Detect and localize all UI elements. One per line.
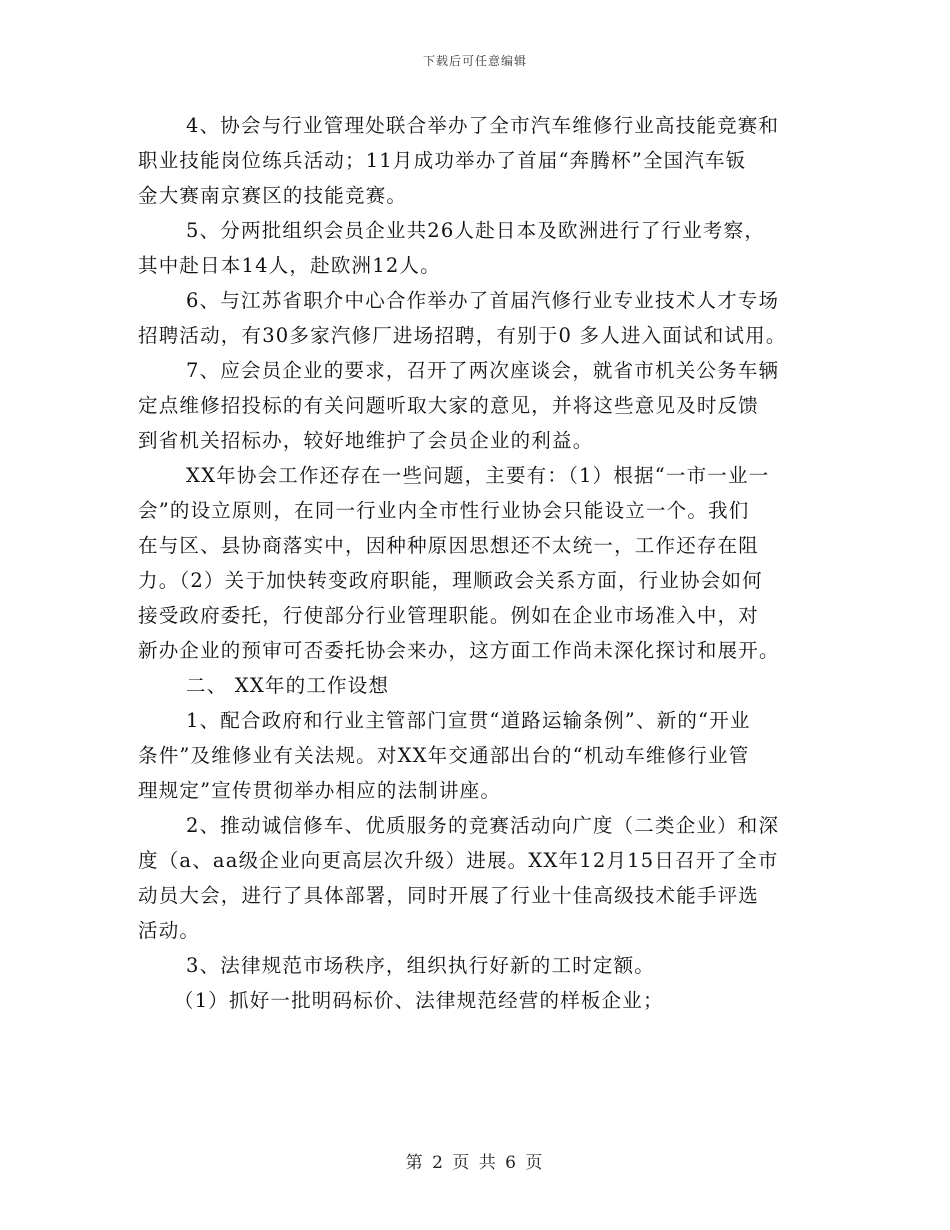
paragraph-line: 7、应会员企业的要求，召开了两次座谈会，就省市机关公务车辆 — [186, 359, 780, 382]
paragraph-line: （1）抓好一批明码标价、法律规范经营的样板企业； — [174, 989, 664, 1012]
paragraph-line: 金大赛南京赛区的技能竞赛。 — [138, 184, 408, 207]
paragraph-line: 接受政府委托，行使部分行业管理职能。例如在企业市场准入中，对 — [138, 604, 760, 627]
paragraph-line: XX年协会工作还存在一些问题，主要有：（1）根据“一市一业一 — [186, 464, 770, 487]
page-number: 第 2 页 共 6 页 — [405, 1153, 545, 1173]
paragraph-line: 4、协会与行业管理处联合举办了全市汽车维修行业高技能竞赛和 — [186, 114, 780, 137]
paragraph-line: 其中赴日本14人，赴欧洲12人。 — [138, 254, 441, 277]
paragraph-line: 1、配合政府和行业主管部门宣贯“道路运输条例”、新的“开业 — [186, 709, 751, 732]
paragraph-line: 力。（2）关于加快转变政府职能，理顺政会关系方面，行业协会如何 — [138, 569, 763, 592]
page-header-note: 下载后可任意编辑 — [422, 54, 527, 68]
paragraph-line: 条件”及维修业有关法规。对XX年交通部出台的“机动车维修行业管 — [138, 744, 750, 767]
paragraph-line: 新办企业的预审可否委托协会来办，这方面工作尚未深化探讨和展开。 — [138, 639, 780, 662]
paragraph-line: 6、与江苏省职介中心合作举办了首届汽修行业专业技术人才专场 — [186, 289, 780, 312]
paragraph-line: 活动。 — [138, 919, 201, 942]
paragraph-line: 职业技能岗位练兵活动；11月成功举办了首届“奔腾杯”全国汽车钣 — [138, 149, 747, 172]
paragraph-line: 3、法律规范市场秩序，组织执行好新的工时定额。 — [186, 954, 656, 977]
paragraph-line: 定点维修招投标的有关问题听取大家的意见，并将这些意见及时反馈 — [138, 394, 760, 417]
document-body — [138, 108, 818, 1018]
paragraph-line: 在与区、县协商落实中，因种种原因思想还不太统一，工作还存在阻 — [138, 534, 760, 557]
paragraph-line: 到省机关招标办，较好地维护了会员企业的利益。 — [138, 429, 594, 452]
paragraph-line: 2、推动诚信修车、优质服务的竞赛活动向广度（二类企业）和深 — [186, 814, 780, 837]
paragraph-line: 二、 XX年的工作设想 — [186, 674, 390, 697]
paragraph-line: 招聘活动，有30多家汽修厂进场招聘，有别于0 多人进入面试和试用。 — [138, 324, 787, 347]
paragraph-line: 5、分两批组织会员企业共26人赴日本及欧洲进行了行业考察， — [186, 219, 766, 242]
paragraph-line: 动员大会，进行了具体部署，同时开展了行业十佳高级技术能手评选 — [138, 884, 760, 907]
paragraph-line: 会”的设立原则，在同一行业内全市性行业协会只能设立一个。我们 — [138, 499, 750, 522]
paragraph-line: 理规定”宣传贯彻举办相应的法制讲座。 — [138, 779, 502, 802]
paragraph-line: 度（a、aa级企业向更高层次升级）进展。XX年12月15日召开了全市 — [138, 849, 779, 872]
